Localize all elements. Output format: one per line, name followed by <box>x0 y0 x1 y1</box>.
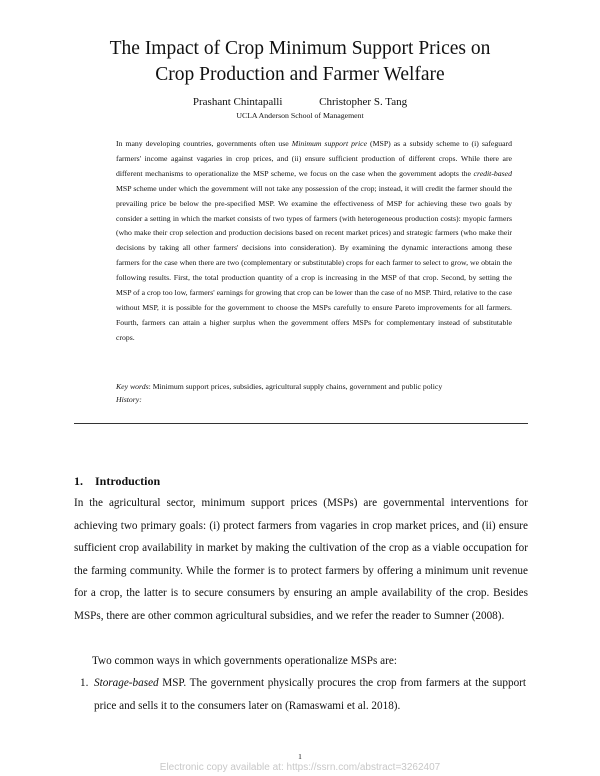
abstract-text: MSP scheme under which the government will not take any possession of the crop; instead, it will credit the farmer should the prevailing price be below the pre-specified MSP. We examine the effectiveness of MSP for achieving these two goals by consider a setting in which the market consists of two types of farmers (with heterogeneous production costs): myopic farmers (who make their crop selection and production decisions based on recent market prices) and strategic farmers (who make their decisions by taking all other farmers' decisions into consideration). By examining the dynamic interactions among these farmers for the case when there are two (complementary or substitutable) crops for each farmer to select to grow, we obtain the following results. First, the total production quantity of a crop is increasing in the MSP of that crop. Second, by setting the MSP of a crop too low, farmers' earnings for growing that crop can be lower than the case of no MSP. Third, relative to the case without MSP, it is possible for the government to choose the MSPs carefully to ensure Pareto improvements for all farmers. Fourth, farmers can attain a higher surplus when the government offers MSPs for complementary instead of substitutable crops. <box>116 183 512 342</box>
abstract-text: In many developing countries, governments often use <box>116 139 292 148</box>
page-number: 1 <box>298 752 302 761</box>
ssrn-footer: Electronic copy available at: https://ssrn.com/abstract=3262407 <box>159 762 441 773</box>
paper-title <box>60 36 540 88</box>
affiliation: UCLA Anderson School of Management <box>236 111 364 120</box>
title-line-2: Crop Production and Farmer Welfare <box>155 64 445 85</box>
list-marker: 1. <box>80 677 89 689</box>
abstract-text: (MSP) as a subsidy scheme to (i) safeguard farmers' income against vagaries in crop prices, and (ii) ensure sufficient production of different crops. While there are different mechanisms to operationalize the MSP scheme, we focus on the case when the government adopts the <box>116 139 512 178</box>
author-name: Prashant Chintapalli <box>192 96 283 108</box>
section-title: Introduction <box>95 474 161 488</box>
keywords-label: Key words <box>116 382 149 391</box>
horizontal-rule <box>74 423 528 424</box>
list-item-content <box>94 672 526 717</box>
list-item-emphasis: Storage-based <box>94 677 159 689</box>
body-paragraph: In the agricultural sector, minimum support prices (MSPs) are governmental interventions for achieving two primary goals: (i) protect farmers from vagaries in crop market prices, and (ii) ensure sufficient crop availability in market by making the cultivation of the crop as a viable occupation for the farming community. While the former is to protect farmers by offering a minimum unit revenue for a crop, the latter is to secure consumers by ensuring an ample availability of the crop. Besides MSPs, there are other common agricultural subsidies, and we refer the reader to Sumner (2008). <box>74 497 528 622</box>
author-name: Christopher S. Tang <box>319 96 408 108</box>
section-heading <box>74 474 160 489</box>
history-label: History <box>116 395 140 404</box>
keywords <box>116 380 526 395</box>
list-item-text: MSP. The government physically procures the crop from farmers at the support price and sells it to the consumers later on (Ramaswami et al. 2018). <box>94 677 526 712</box>
history <box>116 395 142 404</box>
title-line-1: The Impact of Crop Minimum Support Prices on <box>109 38 491 59</box>
abstract-emphasis: credit-based <box>473 168 512 178</box>
author-list <box>0 96 600 108</box>
abstract <box>116 137 512 346</box>
body-paragraph: Two common ways in which governments operationalize MSPs are: <box>92 655 397 667</box>
section-number: 1. <box>74 474 83 488</box>
abstract-emphasis: Minimum support price <box>291 139 368 148</box>
keywords-text: : Minimum support prices, subsidies, agricultural supply chains, government and public policy <box>148 382 443 391</box>
history-text: : <box>139 395 142 404</box>
